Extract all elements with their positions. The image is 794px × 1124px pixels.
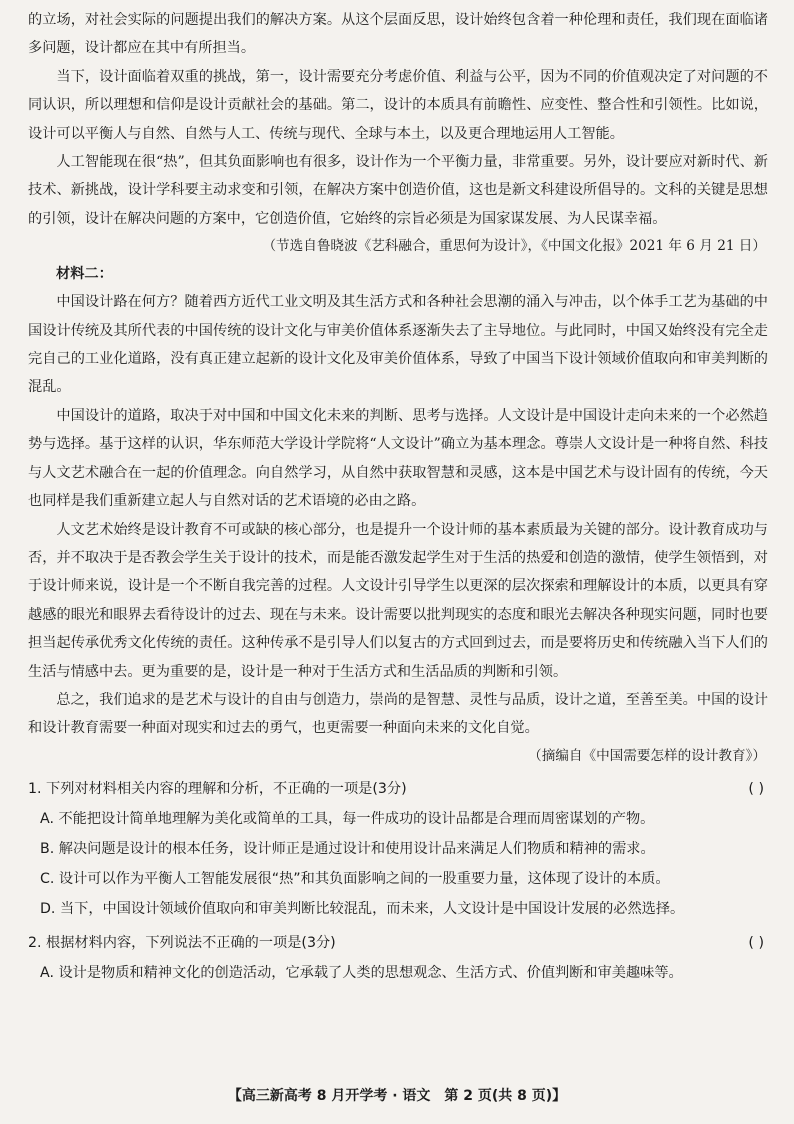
question-1-option-d: D. 当下，中国设计领域价值取向和审美判断比较混乱，而未来，人文设计是中国设计发展的必然选择。 [40,900,685,917]
material1-paragraph-3: 人工智能现在很“热”，但其负面影响也有很多，设计作为一个平衡力量，非常重要。另外，设计要应对新时代、新技术、新挑战，设计学科要主动求变和引领，在解决方案中创造价值，这也是新文科建设所倡导的。文科的关键是思想的引领，设计在解决问题的方案中，它创造价值，它始终的宗旨必须是为国家谋发展、为人民谋幸福。 [28,154,768,227]
question-1-option-a: A. 不能把设计简单地理解为美化或简单的工具，每一件成功的设计品都是合理而周密谋划的产物。 [40,810,655,827]
question-2-answer-blank: ( ) [748,934,764,951]
material1-paragraph-2: 当下，设计面临着双重的挑战，第一，设计需要充分考虑价值、利益与公平，因为不同的价值观决定了对问题的不同认识，所以理想和信仰是设计贡献社会的基础。第二，设计的本质具有前瞻性、应变性、整合性和引领性。比如说，设计可以平衡人与自然、自然与人工、传统与现代、全球与本土，以及更合理地运用人工智能。 [28,68,768,142]
material2-paragraph-3: 人文艺术始终是设计教育不可或缺的核心部分，也是提升一个设计师的基本素质最为关键的部分。设计教育成功与否，并不取决于是否教会学生关于设计的技术，而是能否激发起学生对于生活的热爱和创造的激情，使学生领悟到，对于设计师来说，设计是一个不断自我完善的过程。人文设计引导学生以更深的层次探索和理解设计的本质，以更具有穿越感的眼光和眼界去看待设计的过去、现在与未来。设计需要以批判现实的态度和眼光去解决各种现实问题，同时也要担当起传承优秀文化传统的责任。这种传承不是引导人们以复古的方式回到过去，而是要将历史和传统融入当下人们的生活与情感中去。更为重要的是，设计是一种对于生活方式和生活品质的判断和引领。 [28,521,768,680]
material2-paragraph-2: 中国设计的道路，取决于对中国和中国文化未来的判断、思考与选择。人文设计是中国设计走向未来的一个必然趋势与选择。基于这样的认识，华东师范大学设计学院将“人文设计”确立为基本理念。尊崇人文设计是一种将自然、科技与人文艺术融合在一起的价值理念。向自然学习，从自然中获取智慧和灵感，这本是中国艺术与设计固有的传统，今天也同样是我们重新建立起人与自然对话的艺术语境的必由之路。 [28,407,768,510]
question-1-answer-blank: ( ) [748,780,764,797]
question-2-option-a: A. 设计是物质和精神文化的创造活动，它承载了人类的思想观念、生活方式、价值判断和审美趣味等。 [40,964,683,981]
question-2-stem [28,928,768,958]
page-footer: 【高三新高考 8 月开学考 · 语文 第 2 页(共 8 页)】 [227,1088,567,1104]
material1-source: （节选自鲁晓波《艺科融合，重思何为设计》，《中国文化报》2021 年 6 月 21 日） [262,238,766,255]
material2-paragraph-1: 中国设计路在何方？随着西方近代工业文明及其生活方式和各种社会思潮的涌入与冲击，以个体手工艺为基础的中国设计传统及其所代表的中国传统的设计文化与审美价值体系逐渐失去了主导地位。与此同时，中国又始终没有完全走完自己的工业化道路，没有真正建立起新的设计文化及审美价值体系，导致了中国当下设计领域价值取向和审美判断的混乱。 [28,294,768,396]
question-1-option-c: C. 设计可以作为平衡人工智能发展很“热”和其负面影响之间的一股重要力量，这体现了设计的本质。 [40,870,670,887]
material2-paragraph-4: 总之，我们追求的是艺术与设计的自由与创造力，崇尚的是智慧、灵性与品质，设计之道，至善至美。中国的设计和设计教育需要一种面对现实和过去的勇气，也更需要一种面向未来的文化自觉。 [28,691,768,737]
material2-source: （摘编自《中国需要怎样的设计教育》） [528,747,766,764]
question-1-stem [28,774,768,804]
material2-heading: 材料二： [56,266,113,283]
question-1-option-b: B. 解决问题是设计的根本任务，设计师正是通过设计和使用设计品来满足人们物质和精神的需求。 [40,840,655,857]
question-2-text: 2. 根据材料内容，下列说法不正确的一项是(3分) [28,934,336,951]
material1-paragraph-continued: 的立场，对社会实际的问题提出我们的解决方案。从这个层面反思，设计始终包含着一种伦理和责任，我们现在面临诸多问题，设计都应在其中有所担当。 [28,12,768,57]
question-1-text: 1. 下列对材料相关内容的理解和分析，不正确的一项是(3分) [28,780,407,797]
